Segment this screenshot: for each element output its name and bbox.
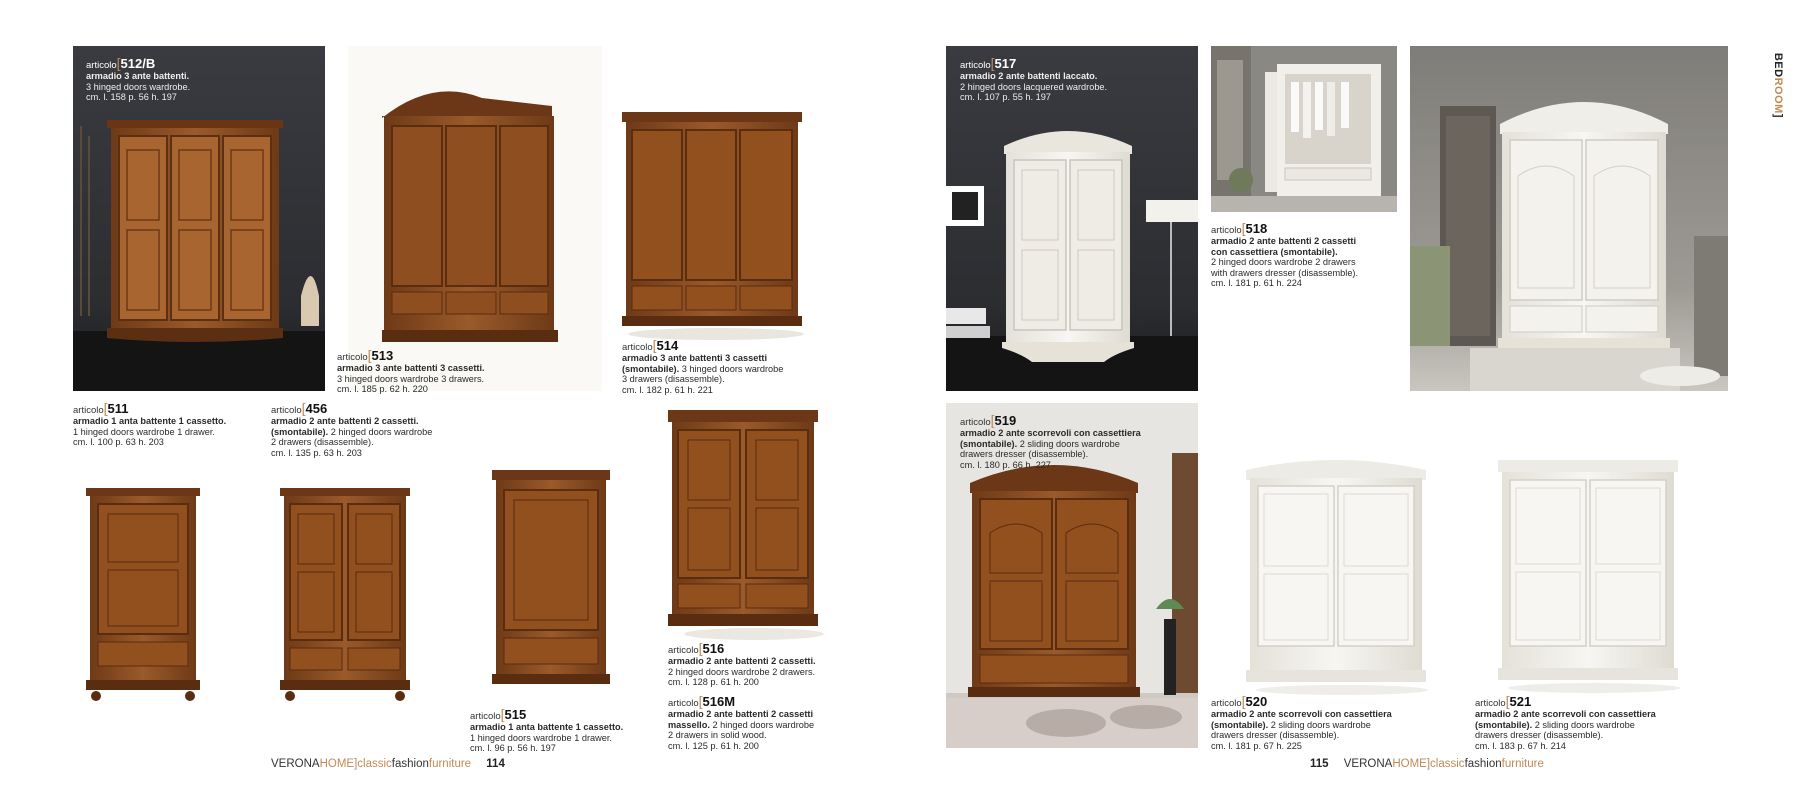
caption-456: articolo[456 armadio 2 ante battenti 2 cassetti. (smontabile). 2 hinged doors wardrobe 2 drawers (disassemble). cm. l. 135 p. 63 h. 203 bbox=[271, 400, 433, 458]
caption-518: articolo[518 armadio 2 ante battenti 2 cassetti con cassettiera (smontabile). 2 hinged doors wardrobe 2 drawers with drawers dresser (disassemble). cm. l. 181 p. 61 h. 224 bbox=[1211, 220, 1359, 289]
footer-right: 115 VERONAHOME]classicfashionfurniture bbox=[1310, 758, 1544, 770]
caption-517: articolo[517 armadio 2 ante battenti laccato. 2 hinged doors lacquered wardrobe. cm. l. 107 p. 55 h. 197 bbox=[960, 55, 1108, 103]
section-label-bedroom: BEDROOM] bbox=[1772, 52, 1784, 118]
photo-521 bbox=[1494, 456, 1684, 698]
photo-511 bbox=[82, 484, 207, 709]
caption-512b: articolo[512/B armadio 3 ante battenti. 3 hinged doors wardrobe. cm. l. 158 p. 56 h. 197 bbox=[86, 55, 191, 103]
photo-515 bbox=[488, 468, 618, 698]
caption-516: articolo[516 armadio 2 ante battenti 2 cassetti. 2 hinged doors wardrobe 2 drawers. cm. l. 128 p. 61 h. 200 bbox=[668, 640, 816, 688]
caption-519: articolo[519 armadio 2 ante scorrevoli con cassettiera (smontabile). 2 sliding doors wardrobe drawers dresser (disassemble). cm. l. 180 p. 66 h. 227 bbox=[960, 412, 1141, 470]
photo-456 bbox=[276, 484, 416, 709]
footer-left: VERONAHOME]classicfashionfurniture 114 bbox=[271, 758, 505, 770]
caption-515: articolo[515 armadio 1 anta battente 1 cassetto. 1 hinged doors wardrobe 1 drawer. cm. l. 96 p. 56 h. 197 bbox=[470, 706, 624, 754]
caption-511: articolo[511 armadio 1 anta battente 1 cassetto. 1 hinged doors wardrobe 1 drawer. cm. l. 100 p. 63 h. 203 bbox=[73, 400, 227, 448]
photo-518-detail bbox=[1211, 46, 1397, 212]
caption-520: articolo[520 armadio 2 ante scorrevoli con cassettiera (smontabile). 2 sliding doors wardrobe drawers dresser (disassemble). cm. l. 181 p. 67 h. 225 bbox=[1211, 693, 1392, 751]
page-number-right: 115 bbox=[1310, 758, 1329, 770]
caption-514: articolo[514 armadio 3 ante battenti 3 cassetti (smontabile). 3 hinged doors wardrobe 3 drawers (disassemble). cm. l. 182 p. 61 h. 221 bbox=[622, 337, 784, 395]
photo-516 bbox=[664, 408, 824, 643]
caption-516m: articolo[516M armadio 2 ante battenti 2 cassetti massello. 2 hinged doors wardrobe 2 drawers in solid wood. cm. l. 125 p. 61 h. 200 bbox=[668, 693, 815, 751]
caption-521: articolo[521 armadio 2 ante scorrevoli con cassettiera (smontabile). 2 sliding doors wardrobe drawers dresser (disassemble). cm. l. 183 p. 67 h. 214 bbox=[1475, 693, 1656, 751]
page-number-left: 114 bbox=[486, 758, 505, 770]
photo-513 bbox=[348, 46, 602, 391]
caption-513: articolo[513 armadio 3 ante battenti 3 cassetti. 3 hinged doors wardrobe 3 drawers. cm. l. 185 p. 62 h. 220 bbox=[337, 347, 485, 395]
photo-518-room bbox=[1410, 46, 1728, 391]
photo-520 bbox=[1242, 456, 1432, 698]
photo-514 bbox=[616, 108, 806, 348]
